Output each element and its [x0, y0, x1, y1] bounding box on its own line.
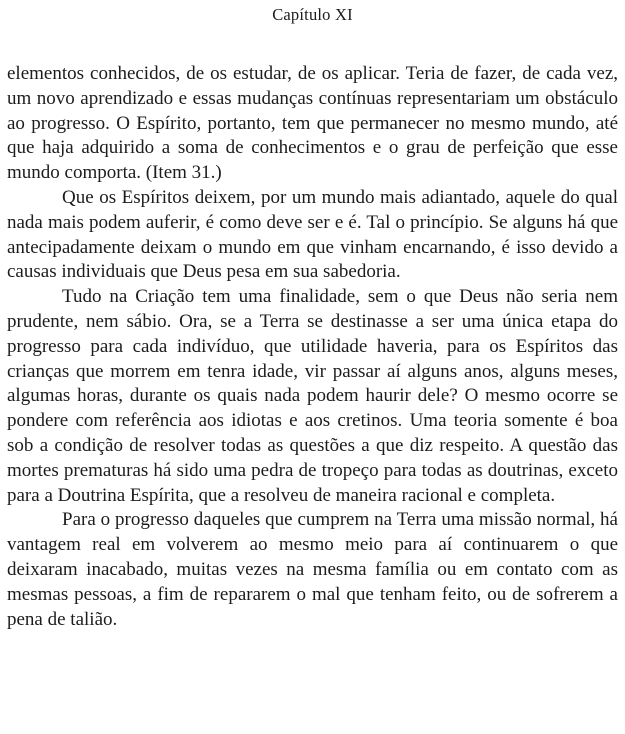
running-header: [0, 4, 625, 26]
body-text: [7, 62, 618, 632]
paragraph: Que os Espíritos deixem, por um mundo mais adiantado, aquele do qual nada mais podem auferir, é como deve ser e é. Tal o princípio. Se alguns há que antecipadamente deixam o mundo em que vinham encarnando, é isso devido a causas individuais que Deus pesa em sua sabedoria.: [7, 186, 618, 283]
paragraph: Tudo na Criação tem uma finalidade, sem o que Deus não seria nem prudente, nem sábio. Ora, se a Terra se destinasse a ser uma única etapa do progresso para cada indivíduo, que utilidade haveria, para os Espíritos das crianças que morrem em tenra idade, vir passar aí alguns anos, alguns meses, algumas horas, durante os quais nada podem haurir dele? O mesmo ocorre se pondere com referência aos idiotas e aos cretinos. Uma teoria somente é boa sob a condição de resolver todas as questões a que diz respeito. A questão das mortes prematuras há sido uma pedra de tropeço para todas as doutrinas, exceto para a Doutrina Espírita, que a resolveu de maneira racional e completa.: [7, 286, 618, 506]
chapter-title: Capítulo XI: [272, 5, 353, 24]
paragraph-continuation: elementos conhecidos, de os estudar, de os aplicar. Teria de fazer, de cada vez, um novo aprendizado e essas mudanças contínuas representariam um obstáculo ao progresso. O Espírito, portanto, tem que permanecer no mesmo mundo, até que haja adquirido a soma de conhecimentos e o grau de perfeição que esse mundo comporta. (Item 31.): [7, 63, 618, 184]
paragraph: Para o progresso daqueles que cumprem na Terra uma missão normal, há vantagem real em volverem ao mesmo meio para aí continuarem o que deixaram inacabado, muitas vezes na mesma família ou em contato com as mesmas pessoas, a fim de repararem o mal que tenham feito, ou de sofrerem a pena de talião.: [7, 509, 618, 630]
